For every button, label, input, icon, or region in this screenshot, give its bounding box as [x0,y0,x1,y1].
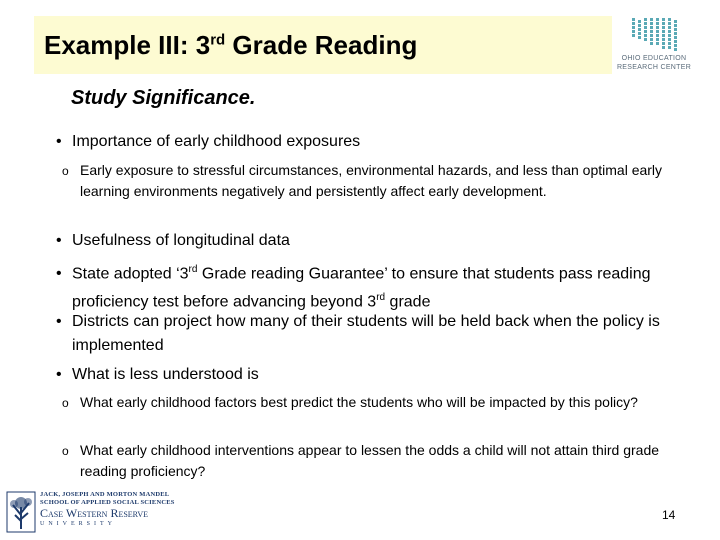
bullet-early-childhood: • Importance of early childhood exposures [56,130,632,154]
bullet-dot-icon: • [56,133,62,150]
cwru-logo-line2: SCHOOL OF APPLIED SOCIAL SCIENCES [40,499,175,506]
sub-bullet-early-exposure: o Early exposure to stressful circumstances, environmental hazards, and less than optimal early learning environments negatively and persistently affect early development. [62,162,663,199]
slide-title: Example III: 3rd Grade Reading [44,30,418,60]
subtitle: Study Significance. [71,87,256,109]
ohio-education-research-center-logo [614,16,694,76]
cwru-logo-line4: UNIVERSITY [40,521,116,527]
bullet-longitudinal-data: • Usefulness of longitudinal data [56,229,672,253]
sub-bullet-factors: o What early childhood factors best predict the students who will be impacted by this policy? [62,392,675,413]
cwru-tree-icon [6,491,36,533]
bullet-less-understood: • What is less understood is [56,363,672,387]
cwru-logo-line3: Case Western Reserve [40,506,149,520]
bullet-dot-icon: • [56,232,62,249]
ohio-map-icon [614,16,694,52]
bullet-dot-icon: • [56,265,62,283]
bullet-dot-icon: • [56,366,62,383]
circle-bullet-icon: o [62,444,69,458]
circle-bullet-icon: o [62,396,69,410]
page-number: 14 [662,508,676,522]
ohio-logo-line2: RESEARCH CENTER [616,64,692,71]
bullet-reading-guarantee: • State adopted ‘3rd Grade reading Guarantee’ to ensure that students pass reading proficiency test before advancing beyond 3rd grade [56,264,651,311]
cwru-logo-line1: JACK, JOSEPH AND MORTON MANDEL [40,491,170,498]
circle-bullet-icon: o [62,164,69,178]
bullet-dot-icon: • [56,313,62,330]
bullet-districts-project: • Districts can project how many of their students will be held back when the policy is implemented [56,310,717,358]
sub-bullet-interventions: o What early childhood interventions appear to lessen the odds a child will not attain third grade reading proficiency? [62,442,660,479]
title-band [34,16,612,74]
ohio-logo-line1: OHIO EDUCATION [621,55,687,62]
case-western-mandel-school-logo [6,489,196,537]
